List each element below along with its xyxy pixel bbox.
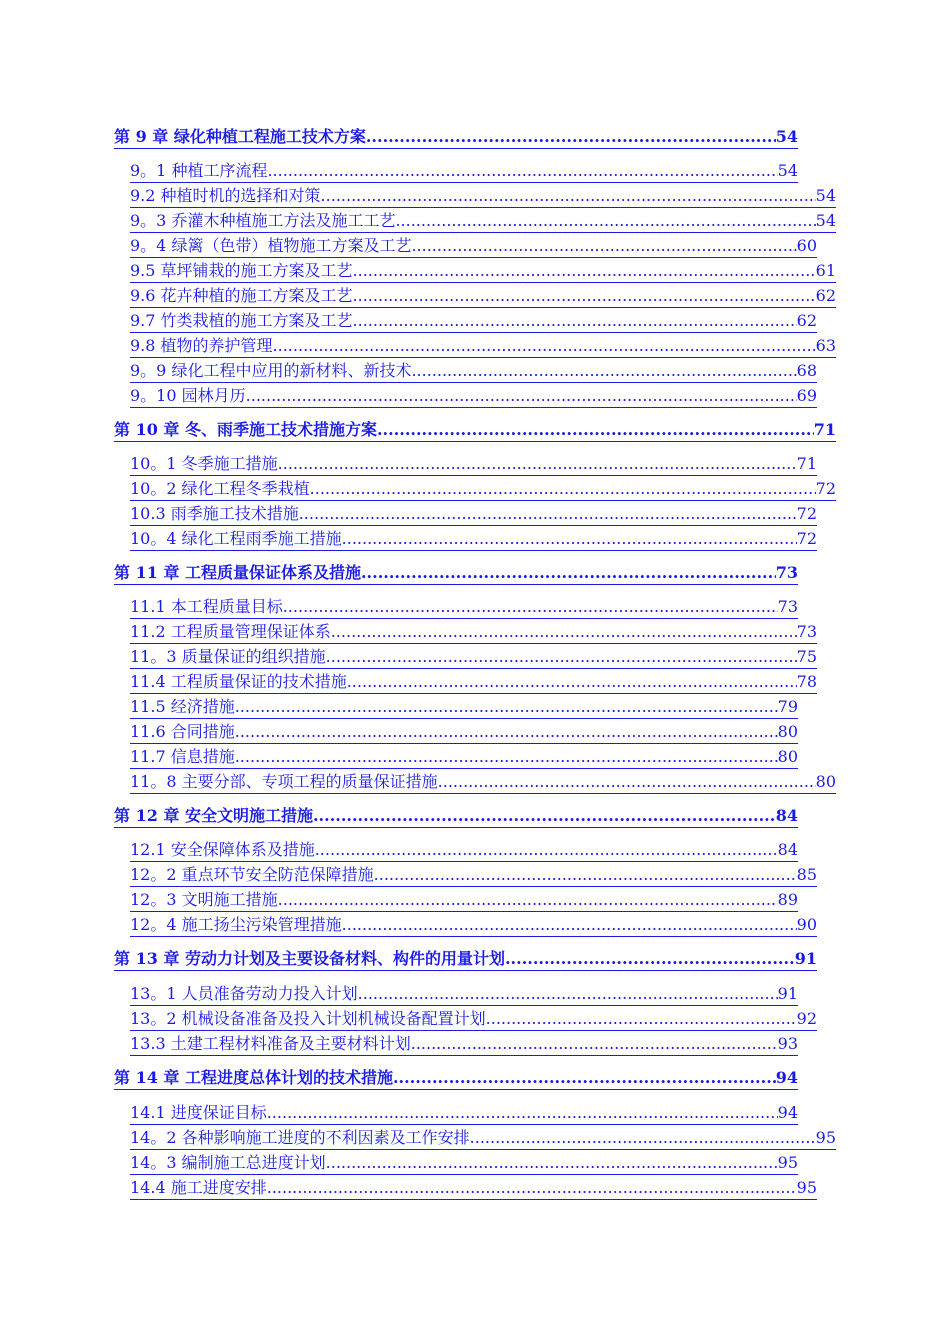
toc-entry-title: 9.6 花卉种植的施工方案及工艺 xyxy=(130,286,353,305)
toc-dot-leader xyxy=(342,528,797,550)
toc-dot-leader xyxy=(470,1127,816,1149)
toc-dot-leader xyxy=(358,983,778,1005)
toc-page-number: 90 xyxy=(796,915,817,934)
toc-entry-title: 14.4 施工进度安排 xyxy=(130,1178,267,1197)
toc-entry-title: 9。3 乔灌木种植施工方法及施工工艺 xyxy=(130,211,396,230)
toc-entry-title: 11.5 经济措施 xyxy=(130,697,235,716)
toc-entry-title: 9。10 园林月历 xyxy=(130,386,246,405)
toc-dot-leader xyxy=(235,721,778,743)
toc-dot-leader xyxy=(393,1067,776,1089)
toc-section-link[interactable] xyxy=(130,914,817,937)
toc-page-number: 95 xyxy=(815,1128,836,1147)
toc-page-number: 93 xyxy=(777,1034,798,1053)
toc-section-link[interactable] xyxy=(130,503,817,526)
toc-page-number: 73 xyxy=(775,563,798,582)
toc-page-number: 91 xyxy=(777,984,798,1003)
toc-entry-title: 9.5 草坪铺栽的施工方案及工艺 xyxy=(130,261,353,280)
toc-section-link[interactable] xyxy=(130,771,836,794)
toc-section-link[interactable] xyxy=(130,889,798,912)
toc-dot-leader xyxy=(353,260,816,282)
toc-dot-leader xyxy=(278,889,778,911)
toc-dot-leader xyxy=(342,914,797,936)
toc-dot-leader xyxy=(411,235,796,257)
toc-entry-title: 11.2 工程质量管理保证体系 xyxy=(130,622,331,641)
toc-entry-title: 13。2 机械设备准备及投入计划机械设备配置计划 xyxy=(130,1009,486,1028)
toc-entry-title: 12.1 安全保障体系及措施 xyxy=(130,840,315,859)
toc-page-number: 54 xyxy=(815,186,836,205)
toc-section-link[interactable] xyxy=(130,721,798,744)
toc-section-link[interactable] xyxy=(130,185,836,208)
toc-section-link[interactable] xyxy=(130,1177,817,1200)
toc-page-number: 63 xyxy=(815,336,836,355)
toc-section-link[interactable] xyxy=(130,335,836,358)
toc-page-number: 78 xyxy=(796,672,817,691)
toc-entry-title: 9.7 竹类栽植的施工方案及工艺 xyxy=(130,311,353,330)
toc-entry-title: 第 13 章 劳动力计划及主要设备材料、构件的用量计划 xyxy=(114,949,505,968)
toc-dot-leader xyxy=(411,360,796,382)
toc-section-link[interactable] xyxy=(130,478,836,501)
toc-page-number: 95 xyxy=(796,1178,817,1197)
toc-page-number: 61 xyxy=(815,261,836,280)
toc-section-link[interactable] xyxy=(130,285,836,308)
toc-chapter-link[interactable] xyxy=(114,562,798,585)
toc-dot-leader xyxy=(505,948,795,970)
toc-dot-leader xyxy=(347,671,797,693)
toc-entry-title: 第 14 章 工程进度总体计划的技术措施 xyxy=(114,1068,393,1087)
toc-entry-title: 11.4 工程质量保证的技术措施 xyxy=(130,672,347,691)
toc-dot-leader xyxy=(299,503,797,525)
toc-page-number: 69 xyxy=(796,386,817,405)
toc-page-number: 92 xyxy=(796,1009,817,1028)
toc-chapter-link[interactable] xyxy=(114,419,836,442)
toc-section-link[interactable] xyxy=(130,310,817,333)
toc-page-number: 62 xyxy=(815,286,836,305)
toc-page-number: 54 xyxy=(777,161,798,180)
toc-dot-leader xyxy=(361,562,776,584)
toc-entry-title: 11。8 主要分部、专项工程的质量保证措施 xyxy=(130,772,438,791)
toc-entry-title: 第 12 章 安全文明施工措施 xyxy=(114,806,313,825)
toc-section-link[interactable] xyxy=(130,839,798,862)
toc-section-link[interactable] xyxy=(130,864,817,887)
toc-section-link[interactable] xyxy=(130,1008,817,1031)
toc-entry-title: 9.2 种植时机的选择和对策 xyxy=(130,186,321,205)
toc-page-number: 79 xyxy=(777,697,798,716)
toc-page-number: 72 xyxy=(796,504,817,523)
toc-dot-leader xyxy=(411,1033,778,1055)
toc-section-link[interactable] xyxy=(130,746,798,769)
toc-page-number: 72 xyxy=(815,479,836,498)
toc-page-number: 94 xyxy=(775,1068,798,1087)
toc-entry-title: 12。3 文明施工措施 xyxy=(130,890,278,909)
toc-dot-leader xyxy=(235,696,778,718)
toc-entry-title: 13.3 土建工程材料准备及主要材料计划 xyxy=(130,1034,411,1053)
toc-section-link[interactable] xyxy=(130,621,817,644)
toc-page-number: 54 xyxy=(815,211,836,230)
toc-entry-title: 9.8 植物的养护管理 xyxy=(130,336,273,355)
toc-chapter-link[interactable] xyxy=(114,805,798,828)
toc-section-link[interactable] xyxy=(130,596,798,619)
toc-section-link[interactable] xyxy=(130,696,798,719)
toc-chapter-link[interactable] xyxy=(114,1067,798,1090)
toc-entry-title: 10。1 冬季施工措施 xyxy=(130,454,278,473)
toc-dot-leader xyxy=(283,596,778,618)
toc-dot-leader xyxy=(366,126,776,148)
toc-page-number: 68 xyxy=(796,361,817,380)
toc-page-number: 72 xyxy=(796,529,817,548)
toc-section-link[interactable] xyxy=(130,646,817,669)
toc-dot-leader xyxy=(438,771,816,793)
toc-dot-leader xyxy=(313,805,776,827)
toc-page-number: 94 xyxy=(777,1103,798,1122)
toc-dot-leader xyxy=(310,478,816,500)
toc-page-number: 84 xyxy=(777,840,798,859)
toc-page-number: 95 xyxy=(777,1153,798,1172)
toc-section-link[interactable] xyxy=(130,1033,798,1056)
toc-page-number: 71 xyxy=(796,454,817,473)
toc-section-link[interactable] xyxy=(130,1102,798,1125)
toc-entry-title: 11.7 信息措施 xyxy=(130,747,235,766)
toc-dot-leader xyxy=(267,160,777,182)
toc-section-link[interactable] xyxy=(130,160,798,183)
toc-section-link[interactable] xyxy=(130,260,836,283)
toc-dot-leader xyxy=(315,839,778,861)
toc-dot-leader xyxy=(321,185,816,207)
toc-page-number: 71 xyxy=(813,420,836,439)
toc-section-link[interactable] xyxy=(130,528,817,551)
toc-dot-leader xyxy=(267,1102,778,1124)
toc-dot-leader xyxy=(326,1152,778,1174)
toc-section-link[interactable] xyxy=(130,360,817,383)
toc-page-number: 73 xyxy=(777,597,798,616)
toc-page-number: 73 xyxy=(796,622,817,641)
toc-entry-title: 14。2 各种影响施工进度的不利因素及工作安排 xyxy=(130,1128,470,1147)
toc-dot-leader xyxy=(235,746,778,768)
toc-page-number: 75 xyxy=(796,647,817,666)
toc-entry-title: 9。4 绿篱（色带）植物施工方案及工艺 xyxy=(130,236,412,255)
toc-page-number: 91 xyxy=(794,949,817,968)
toc-section-link[interactable] xyxy=(130,210,836,233)
toc-entry-title: 9。1 种植工序流程 xyxy=(130,161,268,180)
toc-entry-title: 第 10 章 冬、雨季施工技术措施方案 xyxy=(114,420,377,439)
toc-entry-title: 11.6 合同措施 xyxy=(130,722,235,741)
toc-dot-leader xyxy=(246,385,797,407)
toc-dot-leader xyxy=(486,1008,797,1030)
toc-entry-title: 9。9 绿化工程中应用的新材料、新技术 xyxy=(130,361,412,380)
toc-section-link[interactable] xyxy=(130,1127,836,1150)
toc-entry-title: 10。2 绿化工程冬季栽植 xyxy=(130,479,310,498)
toc-entry-title: 12。4 施工扬尘污染管理措施 xyxy=(130,915,342,934)
toc-entry-title: 12。2 重点环节安全防范保障措施 xyxy=(130,865,374,884)
toc-section-link[interactable] xyxy=(130,453,817,476)
toc-entry-title: 第 9 章 绿化种植工程施工技术方案 xyxy=(114,127,366,146)
toc-dot-leader xyxy=(278,453,797,475)
toc-dot-leader xyxy=(331,621,797,643)
toc-dot-leader xyxy=(374,864,797,886)
toc-section-link[interactable] xyxy=(130,671,817,694)
toc-dot-leader xyxy=(395,210,815,232)
toc-page-number: 84 xyxy=(775,806,798,825)
toc-dot-leader xyxy=(326,646,797,668)
toc-dot-leader xyxy=(353,310,797,332)
toc-chapter-link[interactable] xyxy=(114,948,817,971)
toc-entry-title: 第 11 章 工程质量保证体系及措施 xyxy=(114,563,361,582)
toc-page-number: 80 xyxy=(777,747,798,766)
toc-chapter-link[interactable] xyxy=(114,126,798,149)
toc-section-link[interactable] xyxy=(130,983,798,1006)
toc-page-number: 80 xyxy=(777,722,798,741)
toc-dot-leader xyxy=(273,335,816,357)
toc-page-number: 89 xyxy=(777,890,798,909)
toc-entry-title: 11。3 质量保证的组织措施 xyxy=(130,647,326,666)
toc-page-number: 85 xyxy=(796,865,817,884)
toc-entry-title: 10。4 绿化工程雨季施工措施 xyxy=(130,529,342,548)
toc-entry-title: 14.1 进度保证目标 xyxy=(130,1103,267,1122)
toc-entry-title: 10.3 雨季施工技术措施 xyxy=(130,504,299,523)
toc-page-number: 54 xyxy=(775,127,798,146)
toc-entry-title: 13。1 人员准备劳动力投入计划 xyxy=(130,984,358,1003)
toc-page-number: 80 xyxy=(815,772,836,791)
toc-section-link[interactable] xyxy=(130,235,817,258)
toc-dot-leader xyxy=(353,285,816,307)
toc-page-number: 60 xyxy=(796,236,817,255)
toc-section-link[interactable] xyxy=(130,385,817,408)
toc-entry-title: 11.1 本工程质量目标 xyxy=(130,597,283,616)
toc-page-number: 62 xyxy=(796,311,817,330)
toc-dot-leader xyxy=(267,1177,797,1199)
toc-dot-leader xyxy=(377,419,814,441)
toc-section-link[interactable] xyxy=(130,1152,798,1175)
toc-entry-title: 14。3 编制施工总进度计划 xyxy=(130,1153,326,1172)
